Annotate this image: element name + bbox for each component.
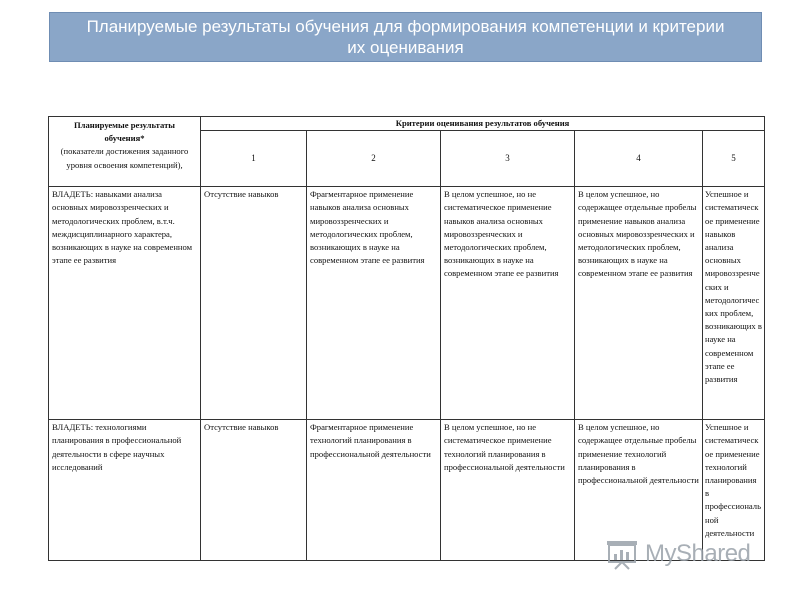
criteria-header-cell: Критерии оценивания результатов обучения (201, 117, 765, 131)
results-header-bold1: Планируемые результаты (73, 120, 176, 130)
level-header-5: 5 (703, 131, 765, 187)
results-header-bold2: обучения* (104, 133, 145, 144)
slide-title-line2: их оценивания (347, 38, 464, 57)
slide-title (49, 12, 762, 62)
criteria-cell-5: Успешное и систематическое применение технологий планирования в профессиональной деятельности (703, 420, 765, 561)
result-cell: ВЛАДЕТЬ: навыками анализа основных мировоззренческих и методологических проблем, в.т.ч. междисциплинарного характера, возникающих в науке на современном этапе ее развития (49, 187, 201, 420)
level-header-3: 3 (441, 131, 575, 187)
level-header-1: 1 (201, 131, 307, 187)
criteria-table-container (48, 116, 764, 561)
criteria-cell-2: Фрагментарное применение навыков анализа основных мировоззренческих и методологических проблем, возникающих в науке на современном этапе ее развития (307, 187, 441, 420)
results-header-cell (49, 117, 201, 187)
criteria-cell-2: Фрагментарное применение технологий планирования в профессиональной деятельности (307, 420, 441, 561)
watermark (605, 536, 765, 572)
criteria-table (48, 116, 765, 561)
table-row (49, 187, 765, 420)
level-header-4: 4 (575, 131, 703, 187)
header-row-criteria (49, 117, 765, 131)
presentation-chart-icon (605, 538, 639, 570)
criteria-cell-5: Успешное и систематическое применение навыков анализа основных мировоззренческих и методологических проблем, возникающих в науке на современном этапе ее развития (703, 187, 765, 420)
criteria-cell-1: Отсутствие навыков (201, 420, 307, 561)
results-header-sub: (показатели достижения заданного уровня освоения компетенций), (60, 146, 189, 170)
criteria-cell-3: В целом успешное, но не систематическое применение технологий планирования в профессиональной деятельности (441, 420, 575, 561)
slide-title-line1: Планируемые результаты обучения для формирования компетенции и критерии (86, 17, 725, 36)
criteria-cell-3: В целом успешное, но не систематическое применение навыков анализа основных мировоззренческих и методологических проблем, возникающих в науке на современном этапе ее развития (441, 187, 575, 420)
criteria-cell-1: Отсутствие навыков (201, 187, 307, 420)
watermark-text: MyShared (645, 540, 751, 567)
criteria-cell-4: В целом успешное, но содержащее отдельные пробелы применение навыков анализа основных мировоззренческих и методологических проблем, возникающих в науке на современном этапе ее развития (575, 187, 703, 420)
criteria-cell-4: В целом успешное, но содержащее отдельные пробелы применение технологий планирования в профессиональной деятельности (575, 420, 703, 561)
level-header-2: 2 (307, 131, 441, 187)
result-cell: ВЛАДЕТЬ: технологиями планирования в профессиональной деятельности в сфере научных исследований (49, 420, 201, 561)
